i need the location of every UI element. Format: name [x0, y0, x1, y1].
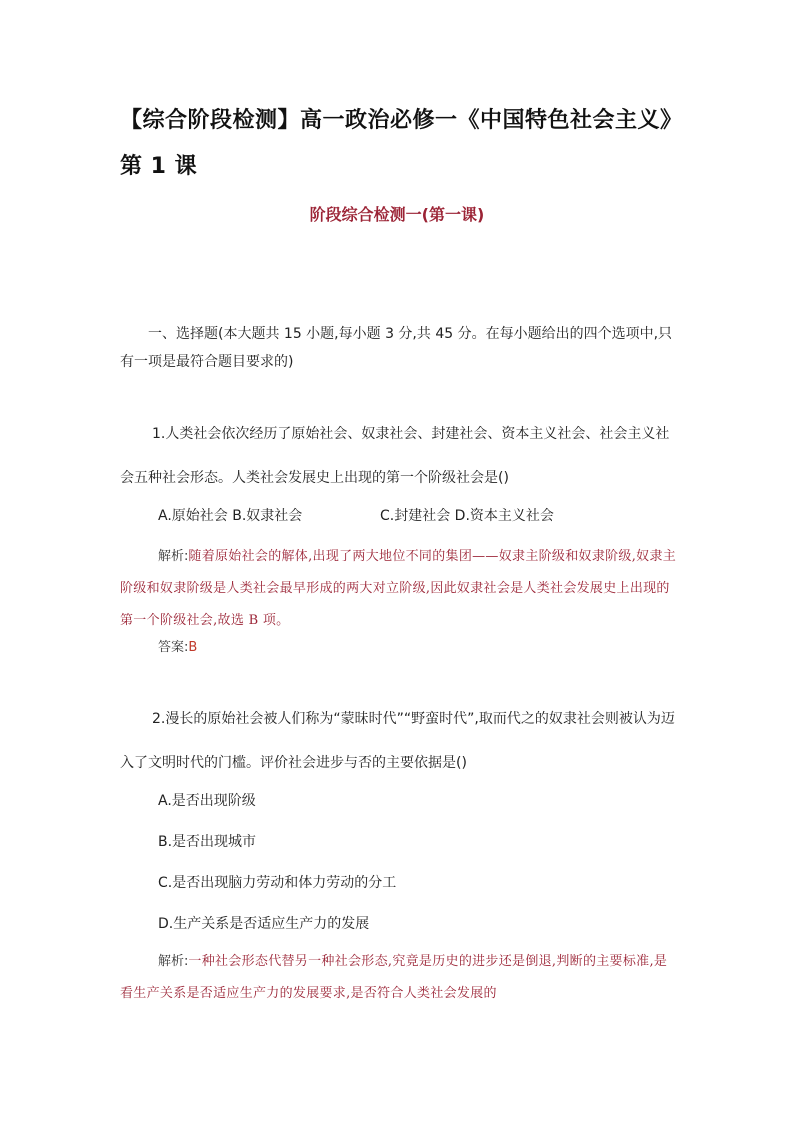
question-2-explanation — [120, 946, 680, 1010]
question-2-option-c: C.是否出现脑力劳动和体力劳动的分工 — [158, 875, 397, 891]
question-1-options — [158, 505, 678, 525]
question-2-stem: 2.漫长的原始社会被人们称为“蒙昧时代”“野蛮时代”,取而代之的奴隶社会则被认为迈入了文明时代的门槛。评价社会进步与否的主要依据是() — [120, 711, 675, 771]
question-1-options-cd: C.封建社会 D.资本主义社会 — [380, 508, 554, 524]
explanation-text: 随着原始社会的解体,出现了两大地位不同的集团——奴隶主阶级和奴隶阶级,奴隶主阶级和奴隶阶级是人类社会最早形成的两大对立阶级,因此奴隶社会是人类社会发展史上出现的第一个阶级社会,故选 B 项。 — [120, 549, 677, 628]
question-2-option-b: B.是否出现城市 — [158, 834, 257, 850]
document-subtitle: 阶段综合检测一(第一课) — [309, 205, 485, 224]
explanation-text: 一种社会形态代替另一种社会形态,究竟是历史的进步还是倒退,判断的主要标准,是看生产关系是否适应生产力的发展要求,是否符合人类社会发展的 — [120, 954, 668, 1001]
section-header: 一、选择题(本大题共 15 小题,每小题 3 分,共 45 分。在每小题给出的四个选项中,只有一项是最符合题目要求的) — [120, 326, 673, 370]
explanation-label: 解析: — [158, 549, 189, 564]
answer-value: B — [188, 640, 198, 655]
question-1-stem: 1.人类社会依次经历了原始社会、奴隶社会、封建社会、资本主义社会、社会主义社会五种社会形态。人类社会发展史上出现的第一个阶级社会是() — [120, 426, 670, 486]
question-1-explanation — [120, 541, 680, 637]
question-2-option-a: A.是否出现阶级 — [158, 793, 256, 809]
document-title: 【综合阶段检测】高一政治必修一《中国特色社会主义》第 1 课 — [120, 108, 672, 179]
explanation-label: 解析: — [158, 954, 189, 969]
question-1-options-ab: A.原始社会 B.奴隶社会 — [158, 508, 303, 524]
answer-label: 答案: — [158, 640, 189, 655]
question-2-option-d: D.生产关系是否适应生产力的发展 — [158, 916, 370, 932]
question-1-answer — [158, 636, 678, 655]
